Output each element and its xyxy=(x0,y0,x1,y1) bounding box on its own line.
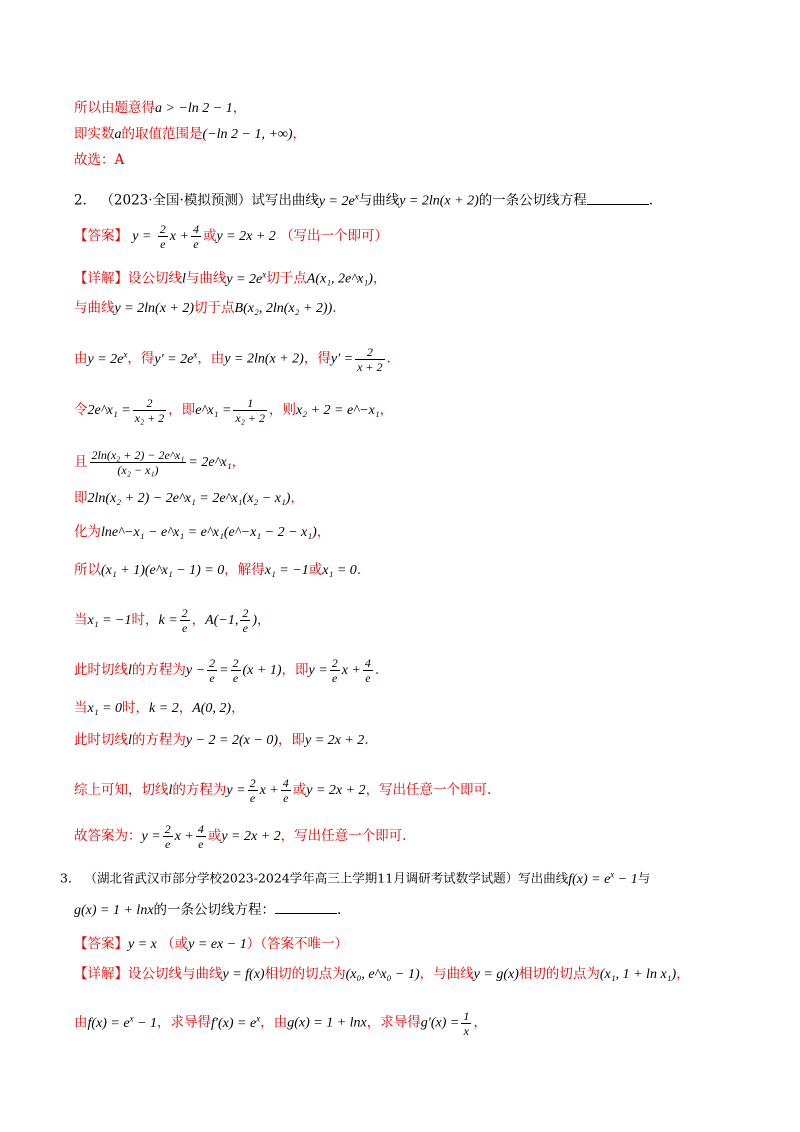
text: （湖北省武汉市部分学校2023-2024学年高三上学期11月调研考试数学试题）写出曲线 xyxy=(84,870,569,886)
text: 与曲线 xyxy=(358,192,400,209)
text: 故答案为： xyxy=(74,828,142,844)
math: = 2e^x₁ xyxy=(188,455,232,470)
answer-line xyxy=(74,222,740,251)
text: ， xyxy=(292,126,307,142)
text-line xyxy=(74,822,740,851)
text: （写出一个即可） xyxy=(280,228,389,244)
text: ，求导得 xyxy=(157,1014,212,1031)
math: $f(x) = e^x - 1$ xyxy=(568,869,638,887)
math: 2ln(x₂ + 2) − 2e^x₁ = 2e^x₁(x₂ − x₁) xyxy=(87,491,291,506)
text: 与曲线 xyxy=(74,300,115,316)
text: . xyxy=(648,192,654,209)
text: ，得 xyxy=(303,350,331,367)
text-line xyxy=(74,264,740,290)
text: 即 xyxy=(74,490,88,506)
math: (x₀, e^x₀ − 1) xyxy=(345,967,420,982)
math: g′(x) = xyxy=(420,1015,460,1031)
math: y = ex − 1 xyxy=(188,937,247,952)
math: $y = 2e^x$ xyxy=(318,191,359,209)
text: ，即 xyxy=(281,662,309,678)
text: ，即 xyxy=(168,402,196,418)
text-line xyxy=(74,730,740,751)
text: 综上可知，切线 xyxy=(74,782,169,798)
fraction: $\frac{2}{e}$ xyxy=(331,656,338,685)
text-line xyxy=(74,964,740,985)
answer-line xyxy=(74,934,740,955)
detail-label: 【详解】 xyxy=(74,270,128,287)
text: 此时切线 xyxy=(74,662,128,678)
text: 的一条公切线方程 xyxy=(478,192,587,209)
text: 与曲线 xyxy=(185,270,227,287)
math: y = xyxy=(226,783,246,798)
detail-label: 【详解】 xyxy=(74,966,128,982)
text: 此时切线 xyxy=(74,732,128,748)
text: 所以由题意得 xyxy=(74,100,155,116)
text: 与 xyxy=(637,870,651,886)
math: x + xyxy=(259,783,279,798)
text-line xyxy=(74,656,740,685)
math: l xyxy=(128,663,132,678)
fraction: $\frac{1}{\text{x₂ + 2}}$ xyxy=(235,396,266,425)
fraction: $\frac{4}{e}$ xyxy=(364,656,371,685)
question-2 xyxy=(74,186,740,212)
text: 切于点 xyxy=(266,270,307,287)
text: 切于点 xyxy=(194,300,235,316)
fraction: $\frac{2}{e}$ xyxy=(232,656,239,685)
math: $y = 2e^x$ xyxy=(87,349,128,367)
math: y − 2 = 2(x − 0) xyxy=(185,733,278,748)
math: g(x) = 1 + lnx xyxy=(287,1015,367,1031)
text: 故选：A xyxy=(74,152,125,168)
math: y = 2x + 2 xyxy=(216,229,276,244)
fraction: $\frac{2}{e}$ xyxy=(249,776,256,805)
text: . xyxy=(374,662,380,678)
text-line xyxy=(74,396,740,425)
math: y = 2x + 2 xyxy=(304,733,365,748)
text: 且 xyxy=(74,454,88,470)
math: $y = 2e^x$ xyxy=(226,269,267,287)
math: y′ = xyxy=(330,351,354,367)
text: ， xyxy=(372,270,387,287)
text: 时， xyxy=(122,700,150,716)
text: 或 xyxy=(308,562,323,578)
answer-blank xyxy=(587,192,649,205)
fraction: $\frac{2}{e}$ xyxy=(242,606,249,635)
text: ， xyxy=(257,612,271,628)
text: ， xyxy=(290,490,304,506)
math: x₁ = 0 xyxy=(87,701,123,716)
math: a > −ln 2 − 1 xyxy=(155,101,233,116)
answer-blank xyxy=(275,901,337,914)
math: ) xyxy=(252,613,257,628)
math: y = xyxy=(308,663,328,678)
fraction: $\frac{2}{x + 2}$ xyxy=(357,344,383,374)
text: ， xyxy=(473,1014,487,1031)
text-line xyxy=(74,606,740,635)
math: l xyxy=(168,783,173,798)
math: (−ln 2 − 1, +∞) xyxy=(202,127,293,142)
math: y = 2ln(x + 2) xyxy=(399,193,479,209)
math: x + xyxy=(341,663,361,678)
math: y = f(x) xyxy=(222,967,265,982)
text: ， xyxy=(316,524,331,540)
text: 相切的切点为 xyxy=(518,966,600,982)
text: ，写出任意一个即可. xyxy=(280,828,407,844)
text: ，由 xyxy=(260,1014,288,1031)
text: 即实数 xyxy=(74,126,115,142)
math: g(x) = 1 + lnx xyxy=(74,903,154,918)
fraction: $\frac{2}{\text{x₂ + 2}}$ xyxy=(134,396,165,425)
text: ， xyxy=(231,454,246,470)
math: $y' = 2e^x$ xyxy=(154,349,198,367)
text-line xyxy=(74,98,740,119)
question-3 xyxy=(60,864,740,890)
text-line xyxy=(74,560,740,581)
text: ）（答案不唯一） xyxy=(246,936,348,952)
fraction: $\frac{4}{e}$ xyxy=(197,822,204,851)
answer-label: 【答案】 xyxy=(74,936,128,952)
question-3-cont xyxy=(74,900,740,921)
text: （2023·全国·模拟预测）试写出曲线 xyxy=(100,192,319,209)
math: lne^−x₁ − e^x₁ = e^x₁(e^−x₁ − 2 − x₁) xyxy=(101,525,317,540)
text: 的一条公切线方程： xyxy=(153,902,276,918)
math: y − xyxy=(185,663,206,678)
math: y = 2x + 2 xyxy=(221,829,281,844)
math: l xyxy=(128,733,132,748)
math: x₁ = 0 xyxy=(322,563,357,578)
text-line xyxy=(74,698,740,719)
text-line xyxy=(74,448,740,477)
math: x₁ = −1 xyxy=(87,613,132,628)
text: ， xyxy=(191,612,206,628)
text: ， xyxy=(178,700,193,716)
math: x + xyxy=(174,829,194,844)
text: 设公切线 xyxy=(128,270,182,287)
text: 时， xyxy=(131,612,159,628)
text: 由 xyxy=(74,1014,88,1031)
math: x + xyxy=(169,229,189,244)
fraction: $\frac{1}{x}$ xyxy=(463,1008,470,1038)
math: 2e^x₁ = xyxy=(87,403,131,418)
math: y = xyxy=(132,229,152,244)
math: y = g(x) xyxy=(473,967,519,982)
math: = xyxy=(219,663,229,678)
math: a xyxy=(114,127,122,142)
fraction: $\frac{2}{e}$ xyxy=(159,222,166,251)
math: A(−1, xyxy=(205,613,239,628)
fraction: $\frac{2}{e}$ xyxy=(209,656,216,685)
text: 的方程为 xyxy=(131,662,186,678)
math: x₂ + 2 = e^−x₁ xyxy=(296,403,380,418)
text: . xyxy=(337,902,342,918)
text: ，由 xyxy=(197,350,225,367)
question-number: 3． xyxy=(60,870,81,886)
text: . xyxy=(356,562,362,578)
text: 当 xyxy=(74,612,88,628)
text: ，求导得 xyxy=(366,1014,421,1031)
math: y = x xyxy=(128,937,157,952)
text: 的取值范围是 xyxy=(121,126,203,142)
math: (x₁, 1 + ln x₁) xyxy=(599,967,677,982)
text: 由 xyxy=(74,350,88,367)
text: ，则 xyxy=(269,402,297,418)
math: A(x₁, 2e^x₁) xyxy=(306,271,373,287)
text-line xyxy=(74,150,740,170)
math: y = 2ln(x + 2) xyxy=(224,351,304,367)
math: y = xyxy=(141,829,161,844)
text: ， xyxy=(231,700,245,716)
question-number: 2． xyxy=(74,192,97,209)
text: . xyxy=(364,732,369,748)
text-line xyxy=(74,1008,740,1038)
answer-label: 【答案】 xyxy=(74,228,128,244)
math: y = 2x + 2 xyxy=(306,783,366,798)
math: B(x₂, 2ln(x₂ + 2)) xyxy=(234,301,333,316)
fraction: $\frac{\text{2ln(x₂ + 2) − 2e\textasciicircum{}x₁}}{\text{(x₂ − x₁)}}$ xyxy=(91,448,185,477)
text: 令 xyxy=(74,402,88,418)
math: (x + 1) xyxy=(242,663,282,678)
text: ，写出任意一个即可. xyxy=(365,782,492,798)
text-line xyxy=(74,776,740,805)
text: . xyxy=(332,300,337,316)
math: A(0, 2) xyxy=(192,701,232,716)
text: 或 xyxy=(202,228,217,244)
text-line xyxy=(74,344,740,374)
text: ， xyxy=(379,402,394,418)
math: l xyxy=(182,271,186,287)
text-line xyxy=(74,124,740,145)
text-line xyxy=(74,522,740,543)
text: 或 xyxy=(292,782,307,798)
text: 化为 xyxy=(74,524,101,540)
math: k = xyxy=(158,613,178,628)
text-line xyxy=(74,488,740,509)
text: 的方程为 xyxy=(172,782,227,798)
text: ， xyxy=(676,966,690,982)
fraction: $\frac{2}{e}$ xyxy=(164,822,171,851)
text: ， xyxy=(232,100,247,116)
math: $f(x) = e^x - 1$ xyxy=(87,1013,158,1031)
text: ，即 xyxy=(277,732,305,748)
text: 或 xyxy=(207,828,222,844)
fraction: $\frac{4}{e}$ xyxy=(192,222,199,251)
text: . xyxy=(386,350,391,367)
text: 相切的切点为 xyxy=(264,966,346,982)
math: $f'(x) = e^x$ xyxy=(211,1013,261,1031)
text: 所以 xyxy=(74,562,101,578)
text: （或 xyxy=(161,936,189,952)
text: ，与曲线 xyxy=(419,966,474,982)
math: x₁ = −1 xyxy=(264,563,309,578)
fraction: $\frac{2}{e}$ xyxy=(181,606,188,635)
math: y = 2ln(x + 2) xyxy=(114,301,195,316)
math: k = 2 xyxy=(149,701,179,716)
text: 的方程为 xyxy=(131,732,186,748)
fraction: $\frac{4}{e}$ xyxy=(282,776,289,805)
text: 设公切线与曲线 xyxy=(128,966,223,982)
text: 当 xyxy=(74,700,88,716)
math: (x₁ + 1)(e^x₁ − 1) = 0 xyxy=(101,563,225,578)
text-line xyxy=(74,298,740,319)
text: ，解得 xyxy=(224,562,265,578)
text: ，得 xyxy=(127,350,155,367)
math: e^x₁ = xyxy=(195,403,232,418)
